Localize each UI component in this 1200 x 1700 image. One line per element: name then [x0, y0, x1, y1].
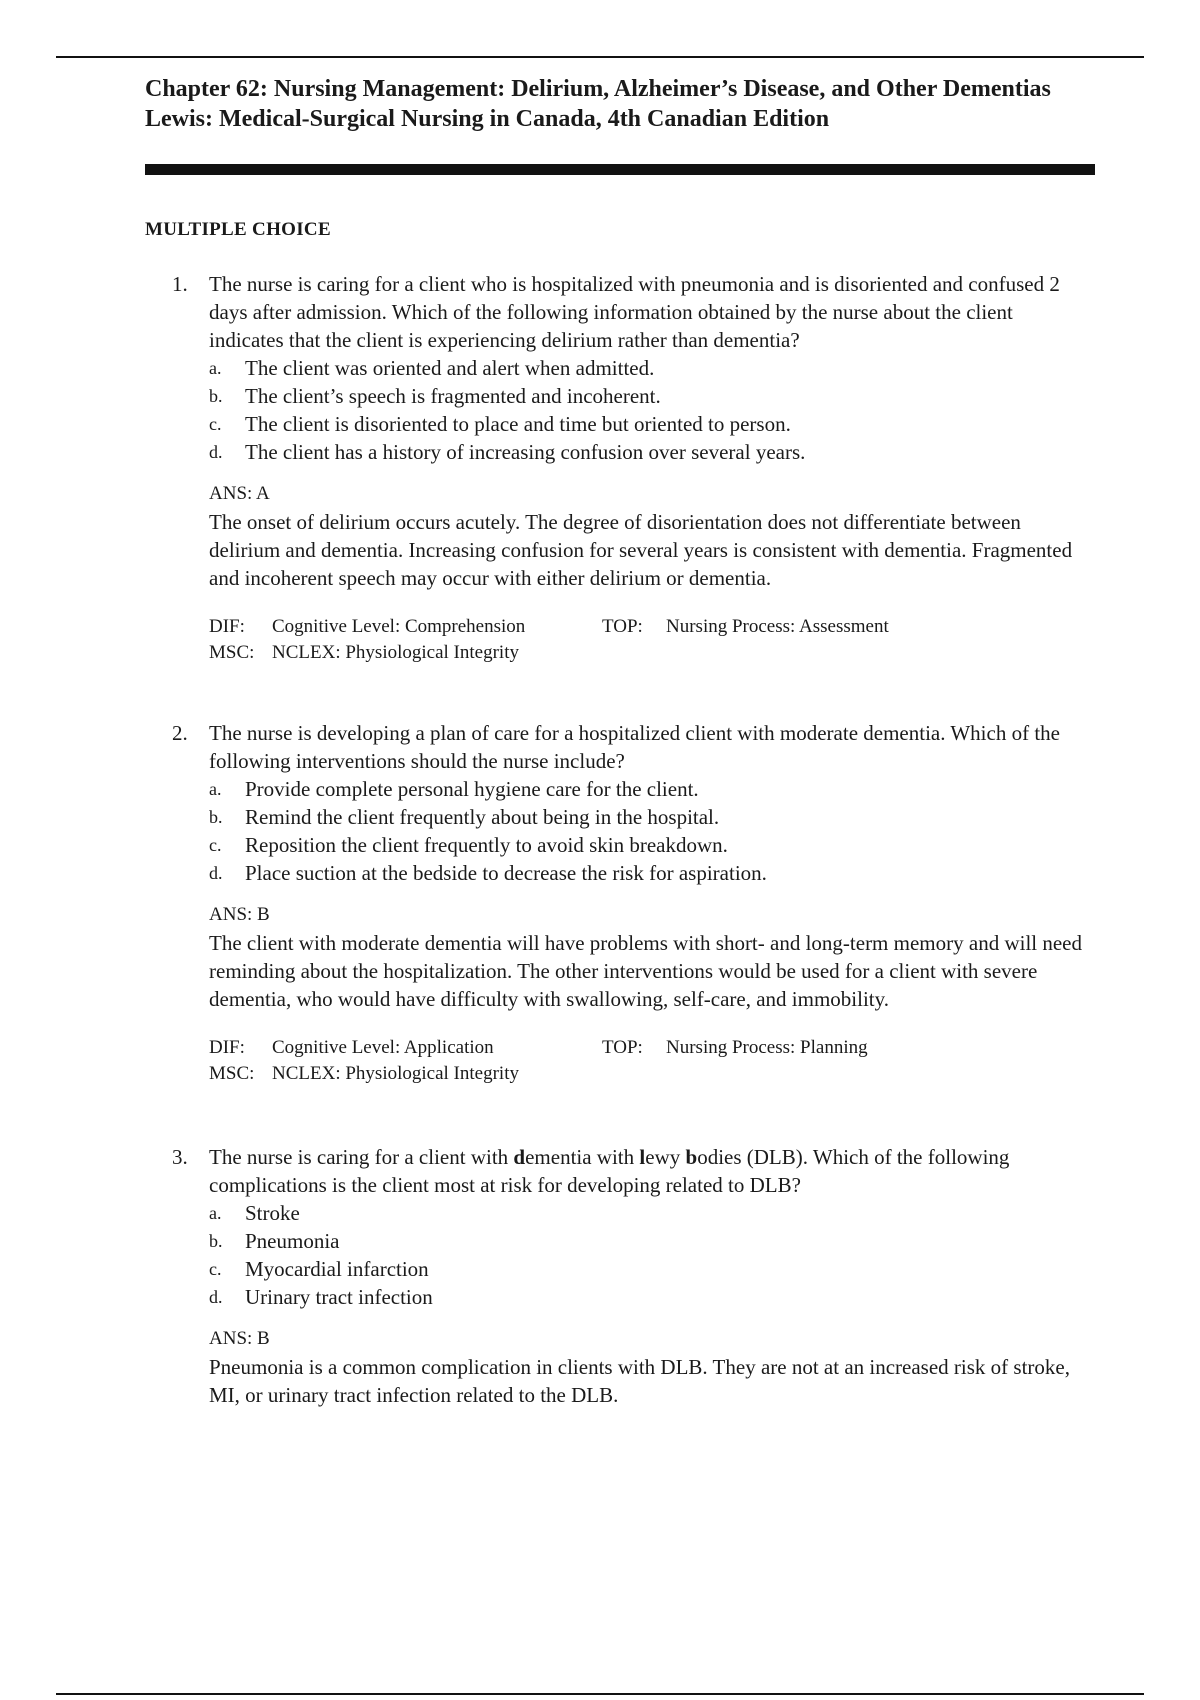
- question-metadata: [209, 614, 1092, 666]
- option-text: The client is disoriented to place and time but oriented to person.: [245, 412, 791, 436]
- option-c: [209, 410, 1092, 438]
- option-letter: b.: [209, 807, 223, 827]
- option-letter: a.: [209, 779, 222, 799]
- question-number: 3.: [172, 1145, 188, 1169]
- option-text: Myocardial infarction: [245, 1257, 429, 1281]
- question-number: 2.: [172, 721, 188, 745]
- answer-key: ANS: B: [209, 1328, 270, 1349]
- option-a: [209, 1199, 1092, 1227]
- question-stem: [172, 1143, 1092, 1199]
- document-header: [145, 74, 1095, 134]
- question-text: The nurse is caring for a client who is hospitalized with pneumonia and is disoriented and confused 2 days after admission. Which of the following information obtained by the nurse about the client indicates that the client is experiencing delirium rather than dementia?: [209, 272, 1060, 352]
- topic: TOP: Nursing Process: Assessment: [602, 616, 889, 637]
- option-letter: a.: [209, 1203, 222, 1223]
- book-title: Lewis: Medical-Surgical Nursing in Canada, 4th Canadian Edition: [145, 106, 830, 132]
- option-letter: d.: [209, 863, 223, 883]
- rationale: The client with moderate dementia will have problems with short- and long-term memory and will need reminding about the hospitalization. The other interventions would be used for a client with severe dementia, who would have difficulty with swallowing, self-care, and immobility.: [209, 931, 1083, 1011]
- question-2: [172, 719, 1092, 1087]
- option-b: [209, 382, 1092, 410]
- topic: TOP: Nursing Process: Planning: [602, 1037, 868, 1058]
- option-letter: d.: [209, 442, 223, 462]
- answer-block: [209, 480, 1092, 592]
- option-text: Pneumonia: [245, 1229, 340, 1253]
- section-heading: MULTIPLE CHOICE: [145, 219, 331, 240]
- option-text: Place suction at the bedside to decrease the risk for aspiration.: [245, 861, 767, 885]
- answer-key: ANS: B: [209, 904, 270, 925]
- difficulty: DIF: Cognitive Level: Application: [209, 1037, 494, 1058]
- bottom-rule: [56, 1693, 1144, 1695]
- option-list: [172, 775, 1092, 887]
- option-text: The client was oriented and alert when admitted.: [245, 356, 655, 380]
- option-text: Provide complete personal hygiene care for the client.: [245, 777, 699, 801]
- option-letter: c.: [209, 1259, 222, 1279]
- option-d: [209, 438, 1092, 466]
- question-3: [172, 1143, 1092, 1409]
- question-text: The nurse is caring for a client with dementia with lewy bodies (DLB). Which of the following complications is the client most at risk for developing related to DLB?: [209, 1145, 1010, 1197]
- option-b: [209, 803, 1092, 831]
- option-letter: d.: [209, 1287, 223, 1307]
- question-text: The nurse is developing a plan of care for a hospitalized client with moderate dementia. Which of the following interventions should the nurse include?: [209, 721, 1060, 773]
- top-rule: [56, 56, 1144, 58]
- option-text: Remind the client frequently about being in the hospital.: [245, 805, 720, 829]
- question-stem: [172, 719, 1092, 775]
- difficulty: DIF: Cognitive Level: Comprehension: [209, 616, 526, 637]
- option-d: [209, 859, 1092, 887]
- option-c: [209, 831, 1092, 859]
- option-letter: c.: [209, 835, 222, 855]
- answer-key: ANS: A: [209, 483, 270, 504]
- option-d: [209, 1283, 1092, 1311]
- option-c: [209, 1255, 1092, 1283]
- option-letter: a.: [209, 358, 222, 378]
- option-a: [209, 354, 1092, 382]
- rationale: Pneumonia is a common complication in clients with DLB. They are not at an increased risk of stroke, MI, or urinary tract infection related to the DLB.: [209, 1355, 1070, 1407]
- question-metadata: [209, 1035, 1092, 1087]
- answer-block: [209, 901, 1092, 1013]
- option-letter: c.: [209, 414, 222, 434]
- chapter-title: Chapter 62: Nursing Management: Delirium, Alzheimer’s Disease, and Other Dementias: [145, 76, 1051, 102]
- option-text: Urinary tract infection: [245, 1285, 433, 1309]
- option-list: [172, 354, 1092, 466]
- header-underline-bar: [145, 164, 1095, 175]
- msc-category: MSC: NCLEX: Physiological Integrity: [209, 642, 519, 663]
- option-text: Reposition the client frequently to avoid skin breakdown.: [245, 833, 728, 857]
- question-1: [172, 270, 1092, 666]
- msc-category: MSC: NCLEX: Physiological Integrity: [209, 1063, 519, 1084]
- option-text: Stroke: [245, 1201, 300, 1225]
- option-letter: b.: [209, 1231, 223, 1251]
- option-text: The client has a history of increasing confusion over several years.: [245, 440, 806, 464]
- option-b: [209, 1227, 1092, 1255]
- question-stem: [172, 270, 1092, 354]
- rationale: The onset of delirium occurs acutely. The degree of disorientation does not differentiate between delirium and dementia. Increasing confusion for several years is consistent with dementia. Fragmented and incoherent speech may occur with either delirium or dementia.: [209, 510, 1073, 590]
- question-number: 1.: [172, 272, 188, 296]
- answer-block: [209, 1325, 1092, 1409]
- option-list: [172, 1199, 1092, 1311]
- option-text: The client’s speech is fragmented and incoherent.: [245, 384, 661, 408]
- option-letter: b.: [209, 386, 223, 406]
- option-a: [209, 775, 1092, 803]
